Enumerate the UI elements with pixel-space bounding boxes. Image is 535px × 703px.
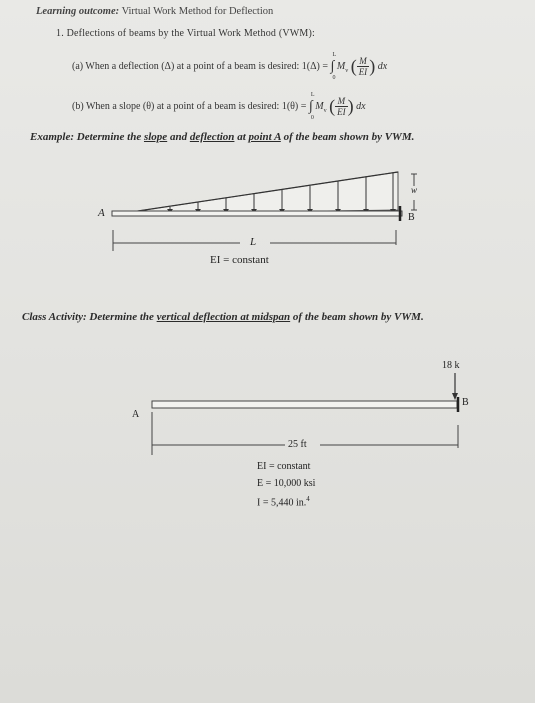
dx-symbol: dx bbox=[356, 100, 366, 112]
inertia-value: I = 5,440 in. bbox=[257, 497, 307, 509]
header-prefix: Learning outcome: bbox=[36, 6, 120, 17]
fraction-denominator: EI bbox=[337, 107, 346, 117]
moment-symbol: M bbox=[315, 100, 324, 112]
upper-limit: L bbox=[332, 51, 337, 58]
part-b-text: (b) When a slope (θ) at a point of a beam is desired: 1(θ) = bbox=[72, 100, 307, 112]
close-paren: ) bbox=[369, 56, 376, 76]
inertia-i bbox=[257, 495, 310, 508]
label-a-2: A bbox=[132, 409, 140, 420]
dx-symbol: dx bbox=[377, 60, 388, 72]
label-b-2: B bbox=[462, 397, 469, 408]
example-point: point A bbox=[248, 131, 281, 143]
example-slope: slope bbox=[143, 131, 168, 143]
moment-subscript: v bbox=[345, 67, 349, 74]
load-18k: 18 k bbox=[442, 360, 460, 371]
lower-limit: 0 bbox=[310, 114, 314, 121]
open-paren: ( bbox=[329, 96, 336, 116]
example-at: at bbox=[234, 131, 249, 143]
length-25ft: 25 ft bbox=[288, 439, 307, 450]
ei-constant-1: EI = constant bbox=[210, 254, 269, 266]
section-title: 1. Deflections of beams by the Virtual Work Method (VWM): bbox=[56, 28, 316, 39]
modulus-e: E = 10,000 ksi bbox=[257, 478, 316, 489]
part-a-text: (a) When a deflection (Δ) at a point of a beam is desired: 1(Δ) = bbox=[72, 60, 328, 72]
activity-target: vertical deflection at midspan bbox=[156, 311, 291, 323]
class-activity-prompt bbox=[22, 311, 424, 323]
header-text: Virtual Work Method for Deflection bbox=[121, 6, 274, 17]
example-deflection: deflection bbox=[189, 131, 235, 143]
upper-limit: L bbox=[310, 91, 315, 98]
label-a-1: A bbox=[98, 207, 105, 219]
activity-prefix: Class Activity: Determine the bbox=[22, 311, 157, 323]
beam-2 bbox=[152, 401, 457, 408]
example-suffix: of the beam shown by VWM. bbox=[280, 131, 415, 143]
label-w: w bbox=[411, 185, 418, 195]
moment-symbol: M bbox=[336, 60, 346, 72]
fraction-denominator: EI bbox=[358, 67, 368, 77]
example-and: and bbox=[167, 131, 190, 143]
open-paren: ( bbox=[350, 56, 357, 76]
inertia-exponent: 4 bbox=[306, 495, 310, 503]
integral-sign: ∫ L 0 bbox=[308, 91, 315, 121]
moment-subscript: v bbox=[323, 107, 327, 114]
label-b-1: B bbox=[408, 212, 415, 223]
fraction-numerator: M bbox=[335, 96, 348, 107]
example-prefix: Example: Determine the bbox=[30, 131, 144, 143]
ei-constant-2: EI = constant bbox=[257, 461, 311, 472]
lower-limit: 0 bbox=[332, 74, 336, 81]
integral-sign: ∫ L 0 bbox=[330, 51, 337, 81]
activity-suffix: of the beam shown by VWM. bbox=[290, 311, 424, 323]
fraction-numerator: M bbox=[357, 56, 370, 67]
beam-1 bbox=[112, 211, 402, 216]
close-paren: ) bbox=[347, 96, 354, 116]
label-l: L bbox=[250, 236, 257, 248]
